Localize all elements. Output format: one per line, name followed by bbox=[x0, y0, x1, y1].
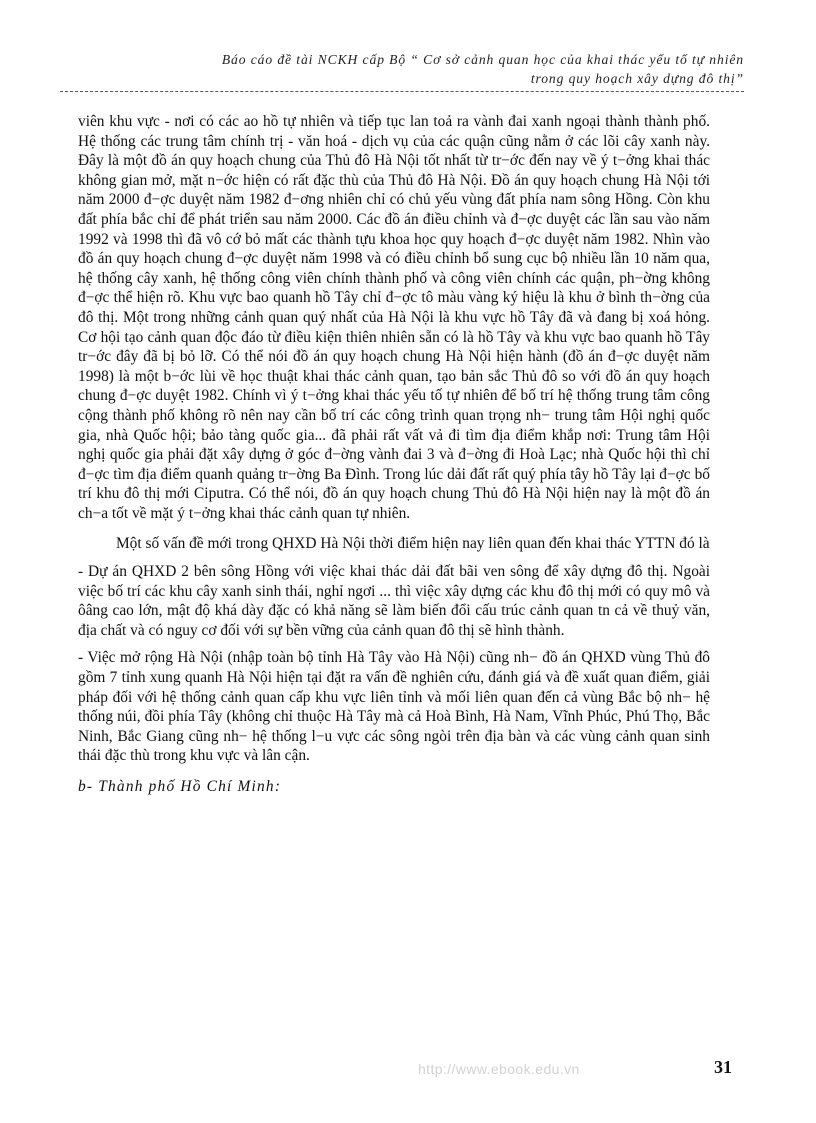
header-title-line-1: Báo cáo đề tài NCKH cấp Bộ “ Cơ sở cảnh quan học của khai thác yếu tố tự nhiên bbox=[221, 52, 744, 67]
paragraph-new-issues-intro: Một số vấn đề mới trong QHXD Hà Nội thời điểm hiện nay liên quan đến khai thác YTTN đó là bbox=[116, 535, 710, 553]
footer-watermark-url: http://www.ebook.edu.vn bbox=[418, 1061, 580, 1077]
paragraph-red-river-project: - Dự án QHXD 2 bên sông Hồng với việc khai thác dải đất bãi ven sông để xây dựng đô thị. Ngoài việc bố trí các khu cây xanh sinh thái, nghỉ ngơi ... thì việc xây dựng các khu đô thị mới có quy mô và ôâng cao lớn, mật độ khá dày đặc có khả năng sẽ làm biến đổi cấu trúc cảnh quan tn cả về thuỷ văn, địa chất và có nguy cơ đối với sự bền vững của cảnh quan đô thị sẽ hình thành. bbox=[78, 563, 710, 639]
body-text bbox=[78, 112, 710, 796]
paragraph-hanoi-masterplan: viên khu vực - nơi có các ao hồ tự nhiên và tiếp tục lan toả ra vành đai xanh ngoại thành thành phố. Hệ thống các trung tâm chính trị - văn hoá - dịch vụ của các quận cũng nằm ở các lõi cây xanh này. Đây là một đồ án quy hoạch chung của Thủ đô Hà Nội tốt nhất từ tr−ớc đến nay về ý t−ởng khai thác không gian mở, mặt n−ớc hiện có rất đặc thù của Thủ đô Hà Nội. Đồ án quy hoạch chung Hà Nội tới năm 2000 đ−ợc duyệt năm 1982 đ−ơng nhiên chỉ có chủ yếu vùng đất phía nam sông Hồng. Còn khu đất phía bắc chỉ để phát triển sau năm 2000. Các đồ án điều chỉnh và đ−ợc duyệt các lần sau vào năm 1992 và 1998 thì đã vô cớ bỏ mất các thành tựu khoa học quy hoạch đ−ợc duyệt năm 1982. Nhìn vào đồ án quy hoạch chung đ−ợc duyệt năm 1998 và có điều chỉnh bổ sung cục bộ nhiều lần 10 năm qua, hệ thống cây xanh, hệ thống công viên chính thành phố và công viên chính các quận, ph−ờng không đ−ợc thể hiện rõ. Khu vực bao quanh hồ Tây chỉ đ−ợc tô màu vàng ký hiệu là khu ở bình th−ờng của đô thị. Một trong những cảnh quan quý nhất của Hà Nội là khu vực hồ Tây đã và đang bị xoá hỏng. Cơ hội tạo cảnh quan độc đáo từ điều kiện thiên nhiên sẵn có là hồ Tây và khu vực bao quanh hồ Tây tr−ớc đây đã bị bỏ lỡ. Có thể nói đồ án quy hoạch chung Hà Nội hiện hành (đồ án đ−ợc duyệt năm 1998) là một b−ớc lùi về học thuật khai thác cảnh quan, tạo bản sắc Thủ đô so với đồ án quy hoạch chung đ−ợc duyệt 1982. Chính vì ý t−ởng khai thác yếu tố tự nhiên để bố trí hệ thống trung tâm công cộng thành phố không rõ nên nay cần bố trí các công trình quan trọng nh− trung tâm Hội nghị quốc gia, nhà Quốc hội; bảo tàng quốc gia... đã phải rất vất vả đi tìm địa điểm khắp nơi: Trung tâm Hội nghị quốc gia phải đặt xây dựng ở góc đ−ờng vành đai 3 và đ−ờng đi Hoà Lạc; nhà Quốc hội thì chỉ đ−ợc tìm địa điểm quanh quảng tr−ờng Ba Đình. Trong lúc dải đất rất quý phía tây hồ Tây lại đ−ợc bố trí khu đô thị mới Ciputra. Có thể nói, đồ án quy hoạch chung Thủ đô Hà Nội hiện nay là một đồ án ch−a tốt về mặt ý t−ởng khai thác cảnh quan tự nhiên. bbox=[78, 113, 710, 522]
page-number: 31 bbox=[714, 1057, 732, 1077]
section-subheading: b- Thành phố Hồ Chí Minh: bbox=[78, 778, 282, 795]
running-header bbox=[60, 50, 744, 92]
paragraph-hanoi-expansion: - Việc mở rộng Hà Nội (nhập toàn bộ tỉnh Hà Tây vào Hà Nội) cũng nh− đồ án QHXD vùng Thủ đô gồm 7 tỉnh xung quanh Hà Nội hiện tại đặt ra vấn đề nghiên cứu, đánh giá và đề xuất quan điểm, giải pháp đối với hệ thống cảnh quan cấp khu vực liên tỉnh và mối liên quan đến cả vùng Bắc bộ nh− hệ thống núi, đồi phía Tây (không chỉ thuộc Hà Tây mà cả Hoà Bình, Hà Nam, Vĩnh Phúc, Phú Thọ, Bắc Ninh, Bắc Giang cũng nh− hệ thống l−u vực các sông ngòi trên địa bàn và các vùng cảnh quan sinh thái đặc thù trong khu vực và lân cận. bbox=[78, 649, 710, 765]
header-title-line-2: trong quy hoạch xây dựng đô thị” bbox=[530, 71, 744, 86]
